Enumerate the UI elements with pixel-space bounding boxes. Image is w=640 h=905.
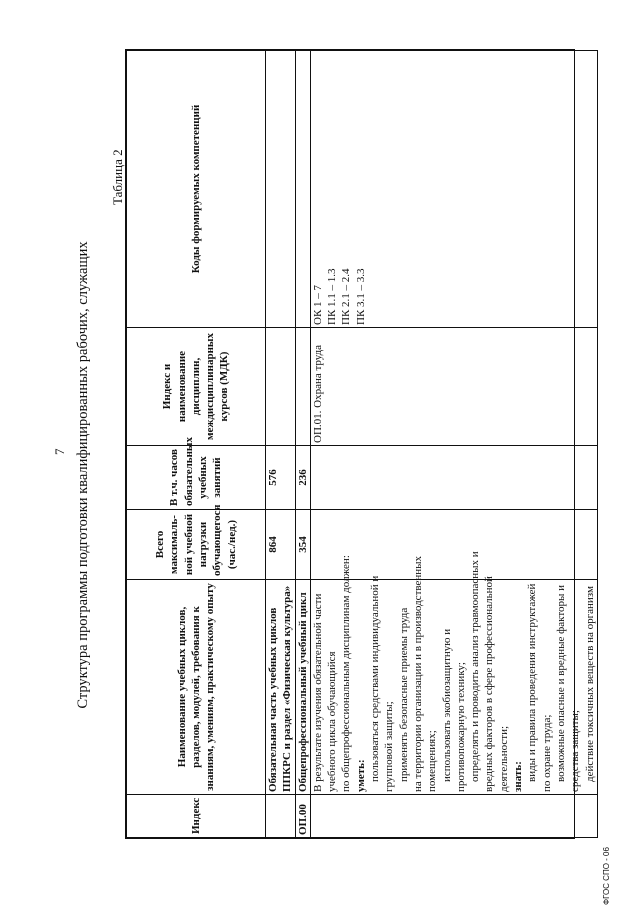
requirement-line: помещениях;: [426, 730, 439, 792]
table-label: Таблица 2: [110, 149, 125, 205]
row-max-load: 864: [266, 510, 296, 580]
row-index: [266, 795, 296, 838]
requirement-line: средства защиты;: [569, 710, 582, 792]
document-title: Структура программы подготовки квалифицированных рабочих, служащих: [75, 241, 91, 709]
header-index: Индекс: [127, 795, 266, 838]
row-discipline: [295, 328, 310, 446]
detail-index: [310, 795, 597, 838]
table-header-row: [127, 51, 266, 838]
requirement-line: деятельности;: [497, 725, 510, 792]
requirement-line: В результате изучения обязательной части: [311, 593, 324, 792]
row-competencies: [295, 51, 310, 328]
detail-mandatory: [310, 446, 597, 510]
row-competencies: [266, 51, 296, 328]
requirement-heading-skills: уметь:: [354, 759, 367, 792]
requirement-line: определять и проводить анализ травмоопасных и: [469, 551, 482, 782]
detail-requirements: [310, 551, 597, 795]
requirement-line: учебного цикла обучающийся: [326, 651, 339, 792]
requirement-line: действие токсичных веществ на организм: [583, 586, 596, 782]
requirement-line: пользоваться средствами индивидуальной и: [369, 575, 382, 782]
requirement-line: применять безопасные приемы труда: [397, 607, 410, 782]
table-row: [295, 51, 310, 838]
requirement-heading-knowledge: знать:: [512, 761, 525, 792]
row-index: ОП.00: [295, 795, 310, 838]
header-name: Наименование учебных циклов, разделов, модулей, требования к знаниям, умениям, практическому опыту: [127, 580, 266, 795]
table-row: [266, 51, 296, 838]
page-number: 7: [52, 448, 67, 455]
footer-standard-code: ФГОС СПО - 06: [602, 847, 611, 905]
row-discipline: [266, 328, 296, 446]
header-max-load: Всего максималь-ной учебной нагрузки обучающегося (час./нед.): [127, 510, 266, 580]
detail-max-load: [310, 510, 597, 580]
requirement-line: виды и правила проведения инструктажей: [526, 583, 539, 782]
header-mandatory-hours: В т.ч. часов обязательных учебных занятий: [127, 446, 266, 510]
row-max-load: 354: [295, 510, 310, 580]
row-name: Обязательная часть учебных циклов ППКРС и раздел «Физическая культура»: [266, 580, 296, 795]
detail-competencies: [310, 51, 597, 328]
structure-table-grid: [126, 50, 598, 838]
competency-code: ОК 1 – 7: [311, 284, 324, 325]
competency-code: ПК 1.1 – 1.3: [326, 268, 339, 325]
requirement-line: возможные опасные и вредные факторы и: [554, 584, 567, 782]
table-row-detail: [310, 51, 597, 838]
requirement-line: по общепрофессиональным дисциплинам должен:: [340, 555, 353, 792]
detail-discipline: ОП.01. Охрана труда: [310, 328, 597, 446]
requirement-line: противопожарную технику;: [454, 662, 467, 792]
header-discipline: Индекс и наименование дисциплин, междисциплинарных курсов (МДК): [127, 328, 266, 446]
row-name: Общепрофессиональный учебный цикл: [295, 580, 310, 795]
requirement-line: по охране труда;: [540, 714, 553, 792]
requirement-line: использовать экобиозащитную и: [440, 628, 453, 782]
competency-code: ПК 2.1 – 2.4: [340, 268, 353, 325]
competency-code: ПК 3.1 – 3.3: [354, 268, 367, 325]
requirement-line: групповой защиты;: [383, 701, 396, 792]
row-mandatory: 576: [266, 446, 296, 510]
requirement-line: на территории организации и в производственных: [411, 555, 424, 792]
structure-table: [125, 49, 596, 839]
row-mandatory: 236: [295, 446, 310, 510]
requirement-line: вредных факторов в сфере профессиональной: [483, 576, 496, 792]
header-competencies: Коды формируемых компетенций: [127, 51, 266, 328]
